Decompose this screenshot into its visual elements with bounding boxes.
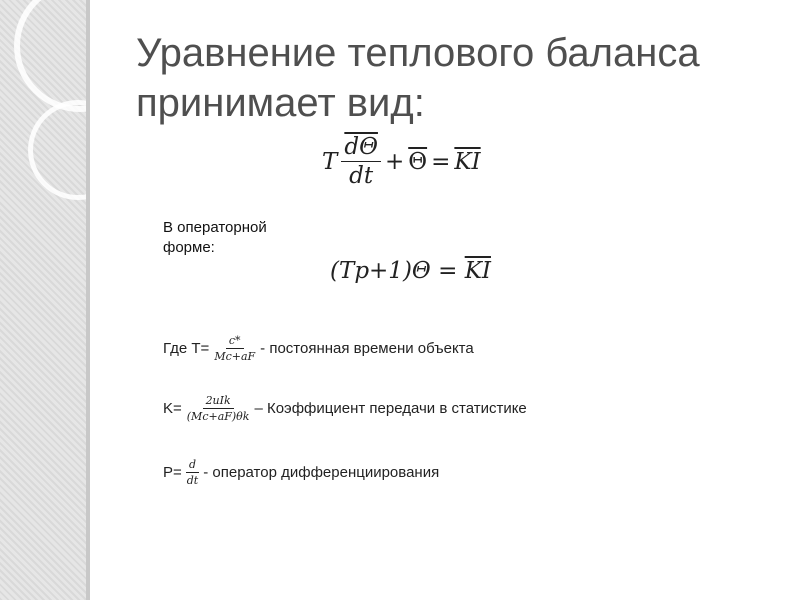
definition-time-constant <box>163 334 474 363</box>
eq2-lhs: (Tp+1)Θ <box>330 258 431 284</box>
definition-numerator: c* <box>226 334 244 349</box>
definition-text: - оператор дифференциирования <box>203 464 440 481</box>
definition-text: - постоянная времени объекта <box>260 340 474 357</box>
slide-title: Уравнение теплового баланса принимает вид: <box>136 31 700 125</box>
eq1-plus: + <box>384 148 405 175</box>
eq2-equals: = <box>438 258 458 284</box>
eq2-rhs: $\overline{KI}$ <box>464 258 491 284</box>
definition-numerator: d <box>186 458 199 473</box>
decorative-ring <box>14 0 146 112</box>
eq1-rhs: $\overline{KI}$ <box>454 148 481 175</box>
definition-prefix: P= <box>163 464 182 481</box>
decorative-side-stripe <box>0 0 90 600</box>
operator-form-equation <box>330 258 491 284</box>
definition-numerator: 2uIk <box>203 394 234 409</box>
definition-fraction <box>184 458 201 487</box>
definition-gain <box>163 394 527 423</box>
eq1-derivative-fraction <box>341 134 381 189</box>
definition-prefix: Где T= <box>163 340 210 357</box>
definition-denominator: Mc+aF <box>214 350 256 363</box>
definition-fraction <box>211 334 258 363</box>
definition-prefix: K= <box>163 400 182 417</box>
definition-operator <box>163 458 439 487</box>
eq1-coef: T <box>322 148 338 175</box>
decorative-ring <box>28 100 128 200</box>
definition-denominator: (Mc+aF)θk <box>186 410 250 423</box>
definition-fraction <box>184 394 253 423</box>
eq1-equals: = <box>431 148 451 175</box>
eq1-theta: $\overline{\Theta}$ <box>408 148 428 175</box>
decorative-divider <box>86 0 90 600</box>
heat-balance-equation <box>322 134 481 189</box>
eq1-frac-numerator: $\overline{d\Theta}$ <box>341 134 381 162</box>
definition-text: – Коэффициент передачи в статистике <box>254 400 527 417</box>
eq1-frac-denominator: dt <box>349 163 374 189</box>
operator-form-label: В операторной форме: <box>163 219 267 256</box>
definition-denominator: dt <box>186 474 199 487</box>
